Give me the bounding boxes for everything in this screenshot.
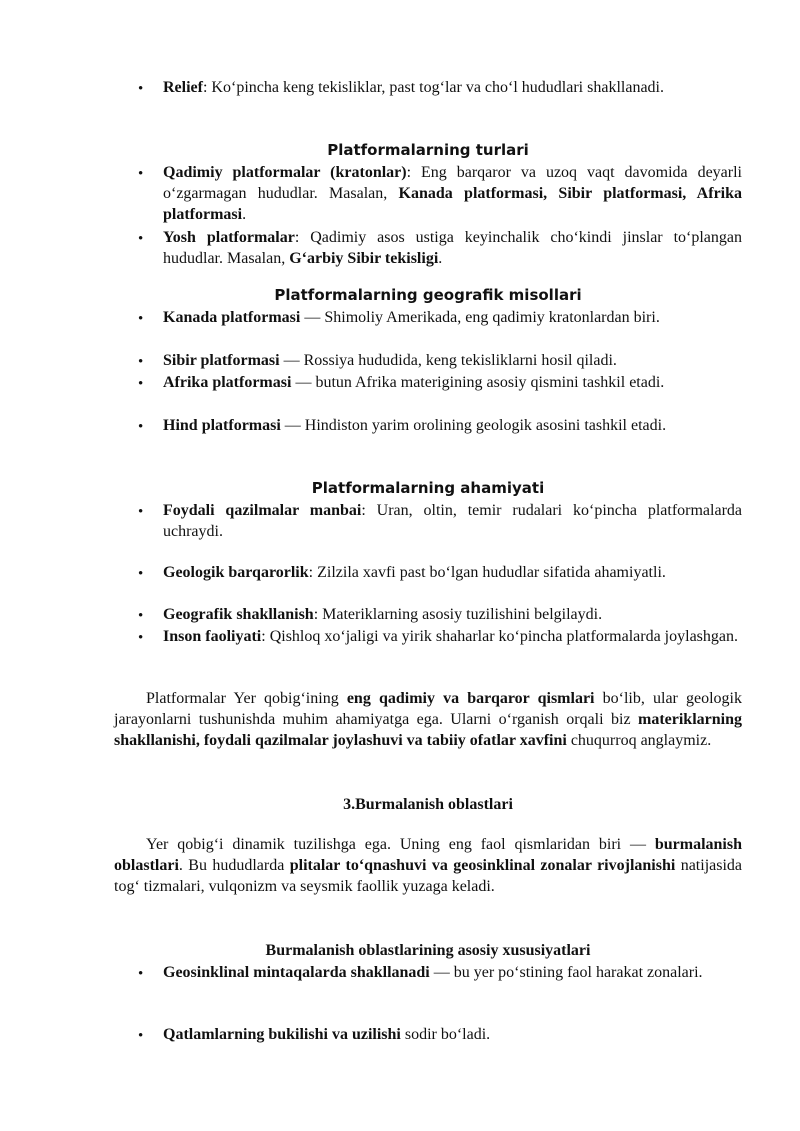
list-item-folding-faulting	[163, 1024, 742, 1045]
item-text: .	[242, 206, 247, 223]
bullet-marker: •	[138, 504, 144, 520]
item-text: : Uran, oltin, temir rudalari ko‘pincha platformalarda uchraydi.	[163, 502, 743, 540]
paragraph-text: bo‘lib, ular geologik jarayonlarni tushunishda muhim ahamiyatga ega. Ularni o‘rganish orqali biz	[114, 690, 743, 728]
paragraph-summary	[114, 688, 742, 751]
bullet-marker: •	[138, 231, 144, 247]
term-examples: Kanada platformasi, Sibir platformasi, Afrika platformasi	[163, 185, 743, 223]
list-item-relief	[163, 77, 742, 98]
emphasis: plitalar to‘qnashuvi va geosinklinal zonalar rivojlanishi	[289, 857, 676, 874]
bullet-marker: •	[138, 81, 144, 97]
paragraph-text: natijasida tog‘ tizmalari, vulqonizm va seysmik faollik yuzaga keladi.	[114, 857, 743, 895]
heading-geographic-examples: Platformalarning geografik misollari	[274, 286, 582, 304]
list-item-africa	[163, 372, 742, 393]
term: Yosh platformalar	[163, 229, 295, 246]
item-text: : Qishloq xo‘jaligi va yirik shaharlar ko‘pincha platformalarda joylashgan.	[261, 628, 738, 645]
item-text: : Qadimiy asos ustiga keyinchalik cho‘kindi jinslar to‘plangan hududlar. Masalan,	[163, 229, 742, 267]
bullet-marker: •	[138, 966, 144, 982]
term: Geosinklinal mintaqalarda shakllanadi	[163, 964, 430, 981]
bullet-marker: •	[138, 166, 144, 182]
item-text: : Eng barqaror va uzoq vaqt davomida deyarli o‘zgarmagan hududlar. Masalan,	[163, 164, 743, 202]
list-item-minerals	[163, 500, 742, 542]
emphasis: eng qadimiy va barqaror qismlari	[346, 690, 595, 707]
emphasis: materiklarning shakllanishi, foydali qazilmalar joylashuvi va tabiiy ofatlar xavfini	[114, 711, 742, 749]
heading-folding-regions: 3.Burmalanish oblastlari	[343, 796, 513, 813]
term: Qatlamlarning bukilishi va uzilishi	[163, 1026, 401, 1043]
bullet-marker: •	[138, 630, 144, 646]
list-item-geosyncline	[163, 962, 742, 983]
list-item-india	[163, 415, 742, 436]
bullet-marker: •	[138, 608, 144, 624]
list-item-ancient-platforms	[163, 162, 742, 225]
paragraph-folding-intro	[114, 834, 742, 897]
bullet-marker: •	[138, 419, 144, 435]
item-text: sodir bo‘ladi.	[400, 1026, 491, 1043]
list-item-geographic-formation	[163, 604, 742, 625]
term: Geologik barqarorlik	[163, 564, 309, 581]
item-text: : Ko‘pincha keng tekisliklar, past tog‘lar va cho‘l hududlari shakllanadi.	[202, 79, 664, 96]
bullet-marker: •	[138, 1028, 144, 1044]
item-text: : Zilzila xavfi past bo‘lgan hududlar sifatida ahamiyatli.	[308, 564, 666, 581]
item-text: — Hindiston yarim orolining geologik asosini tashkil etadi.	[280, 417, 667, 434]
term: Foydali qazilmalar manbai	[163, 502, 362, 519]
heading-importance: Platformalarning ahamiyati	[311, 479, 545, 497]
bullet-marker: •	[138, 311, 144, 327]
list-item-stability	[163, 562, 742, 583]
term: Inson faoliyati	[163, 628, 262, 645]
term: Kanada platformasi	[163, 309, 301, 326]
list-item-young-platforms	[163, 227, 742, 269]
emphasis: burmalanish oblastlari	[114, 836, 742, 874]
item-text: .	[438, 250, 443, 267]
paragraph-text: . Bu hududlarda	[178, 857, 290, 874]
item-text: — bu yer po‘stining faol harakat zonalari.	[429, 964, 703, 981]
item-text: : Materiklarning asosiy tuzilishini belgilaydi.	[313, 606, 603, 623]
item-text: — butun Afrika materigining asosiy qismini tashkil etadi.	[291, 374, 665, 391]
heading-platform-types: Platformalarning turlari	[327, 141, 529, 159]
bullet-marker: •	[138, 354, 144, 370]
item-text: — Rossiya hududida, keng tekisliklarni hosil qiladi.	[279, 352, 617, 369]
list-item-human-activity	[163, 626, 742, 647]
item-text: — Shimoliy Amerikada, eng qadimiy kratonlardan biri.	[300, 309, 660, 326]
term: Hind platformasi	[163, 417, 281, 434]
term-examples: G‘arbiy Sibir tekisligi	[289, 250, 439, 267]
heading-folding-features: Burmalanish oblastlarining asosiy xususiyatlari	[265, 942, 591, 959]
term: Relief	[163, 79, 203, 96]
term: Afrika platformasi	[163, 374, 292, 391]
bullet-marker: •	[138, 566, 144, 582]
paragraph-text: Yer qobig‘i dinamik tuzilishga ega. Uning eng faol qismlaridan biri —	[146, 836, 655, 853]
term: Qadimiy platformalar (kratonlar)	[163, 164, 407, 181]
term: Sibir platformasi	[163, 352, 280, 369]
term: Geografik shakllanish	[163, 606, 314, 623]
list-item-siberia	[163, 350, 742, 371]
paragraph-text: Platformalar Yer qobig‘ining	[146, 690, 347, 707]
bullet-marker: •	[138, 376, 144, 392]
paragraph-text: chuqurroq anglaymiz.	[566, 732, 712, 749]
list-item-canada	[163, 307, 742, 328]
